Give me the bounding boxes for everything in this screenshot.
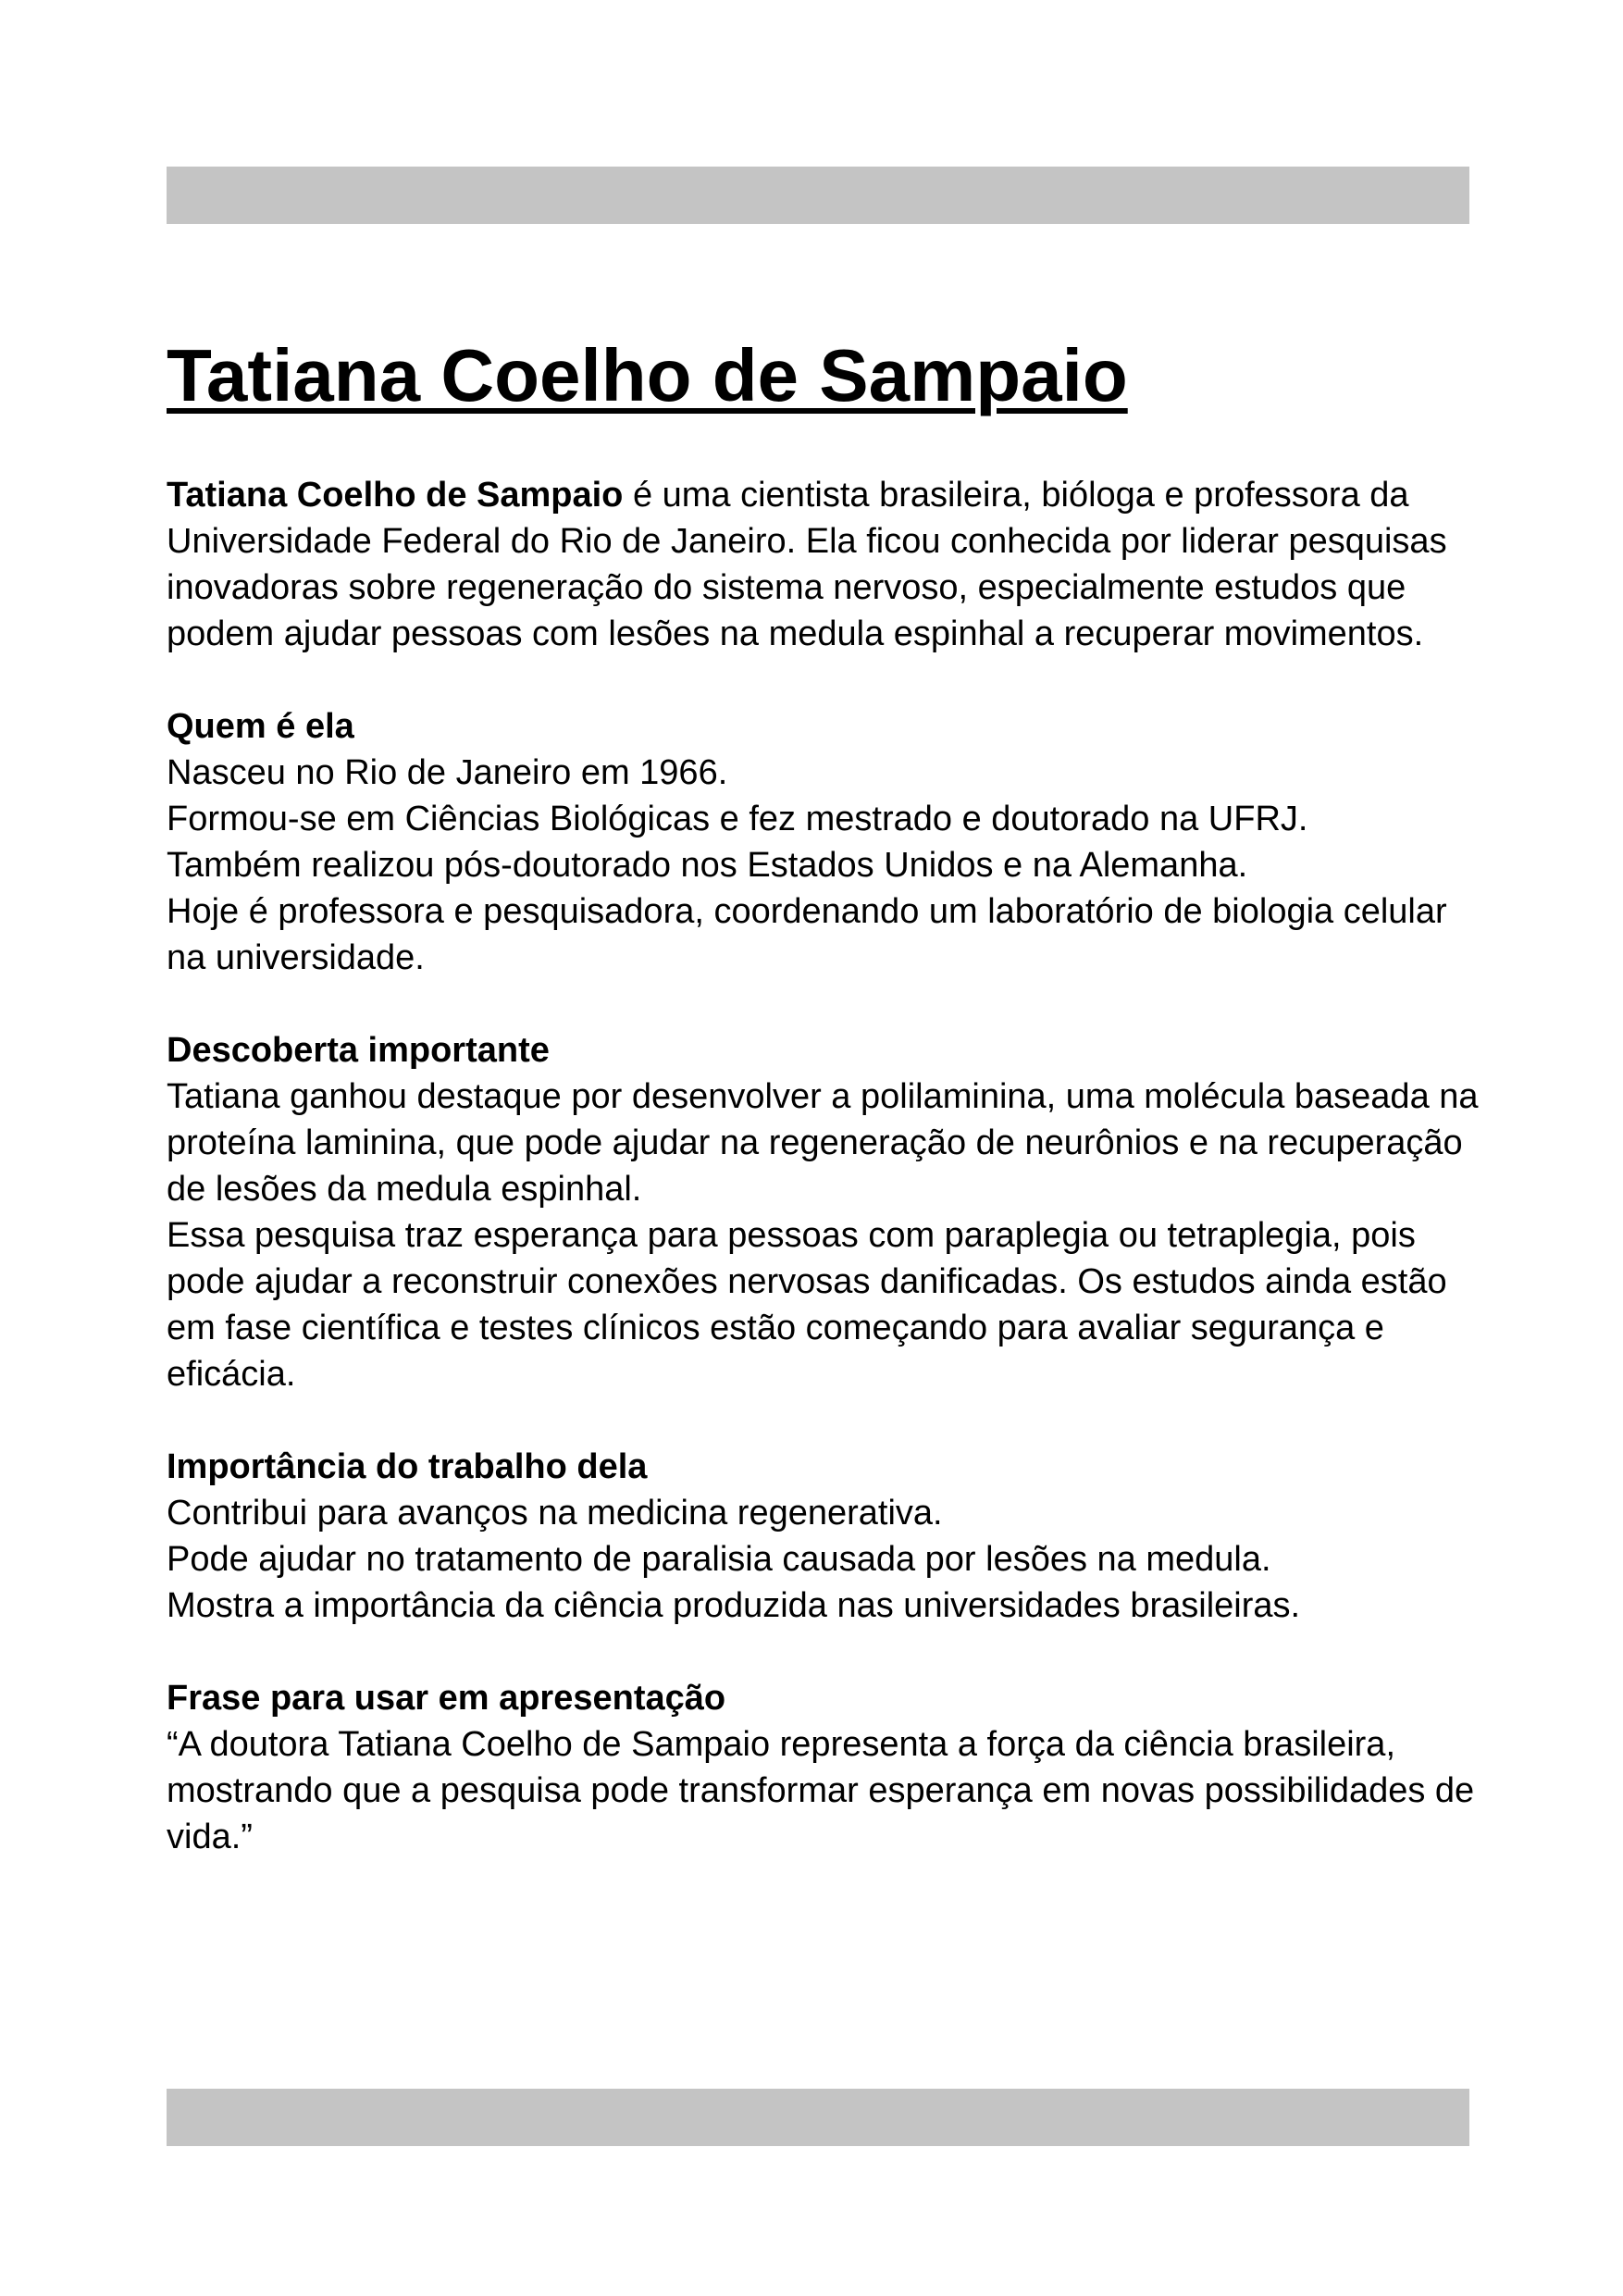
section-title: Importância do trabalho dela (167, 1447, 648, 1486)
section-quem-e-ela (167, 703, 1481, 981)
section-line: Essa pesquisa traz esperança para pessoas com paraplegia ou tetraplegia, pois pode ajudar a reconstruir conexões nervosas danificadas. Os estudos ainda estão em fase científica e testes clínicos estão começando para avaliar segurança e eficácia. (167, 1216, 1447, 1394)
section-line: Contribui para avanços na medicina regenerativa. (167, 1494, 943, 1533)
section-line: Mostra a importância da ciência produzida nas universidades brasileiras. (167, 1586, 1301, 1625)
footer-band (167, 2089, 1469, 2146)
section-importancia (167, 1444, 1481, 1629)
section-title: Frase para usar em apresentação (167, 1679, 726, 1718)
intro-lead: Tatiana Coelho de Sampaio (167, 476, 624, 515)
section-line: Tatiana ganhou destaque por desenvolver a polilaminina, uma molécula baseada na proteína laminina, que pode ajudar na regeneração de neurônios e na recuperação de lesões da medula espinhal. (167, 1077, 1479, 1209)
section-title: Descoberta importante (167, 1031, 550, 1070)
intro-paragraph (167, 472, 1481, 657)
section-line: Pode ajudar no tratamento de paralisia causada por lesões na medula. (167, 1540, 1271, 1579)
document-content (167, 333, 1481, 1860)
intro-text: é uma cientista brasileira, bióloga e professora da Universidade Federal do Rio de Janeiro. Ela ficou conhecida por liderar pesquisas inovadoras sobre regeneração do sistema nervoso, especialmente estudos que podem ajudar pessoas com lesões na medula espinhal a recuperar movimentos. (167, 476, 1447, 653)
section-descoberta-importante (167, 1027, 1481, 1397)
header-band (167, 167, 1469, 224)
section-line: Nasceu no Rio de Janeiro em 1966. (167, 753, 728, 792)
quote-text: “A doutora Tatiana Coelho de Sampaio representa a força da ciência brasileira, mostrando que a pesquisa pode transformar esperança em novas possibilidades de vida.” (167, 1725, 1475, 1856)
section-line: Também realizou pós-doutorado nos Estados Unidos e na Alemanha. (167, 846, 1248, 885)
page-title: Tatiana Coelho de Sampaio (167, 334, 1128, 416)
section-frase (167, 1675, 1481, 1860)
section-title: Quem é ela (167, 707, 354, 746)
section-line: Hoje é professora e pesquisadora, coordenando um laboratório de biologia celular na universidade. (167, 892, 1447, 977)
section-line: Formou-se em Ciências Biológicas e fez mestrado e doutorado na UFRJ. (167, 800, 1308, 838)
